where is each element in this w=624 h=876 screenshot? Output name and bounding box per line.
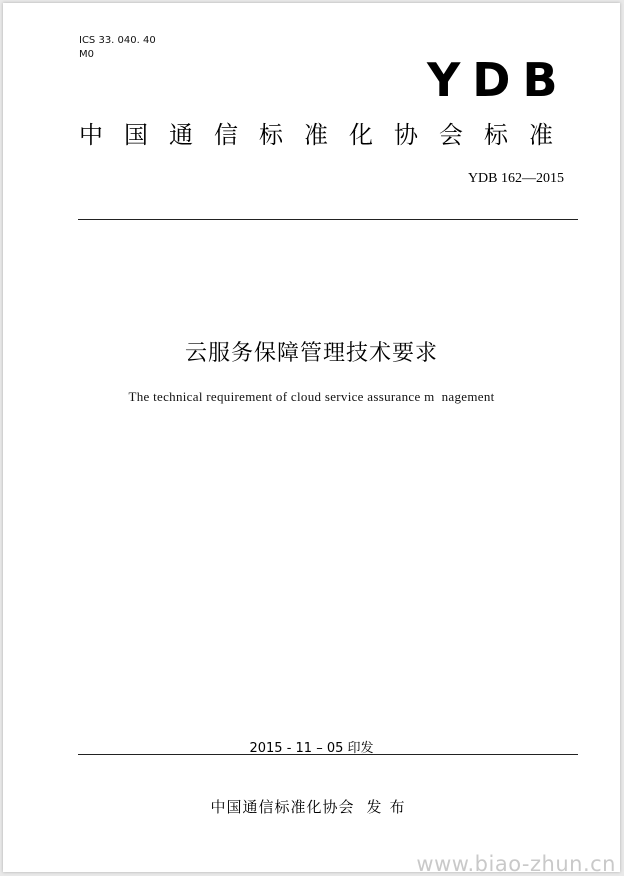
- publisher-name: 中国通信标准化协会: [210, 798, 355, 816]
- document-title-chinese: 云服务保障管理技术要求: [184, 341, 438, 366]
- category-code: M0: [79, 49, 94, 60]
- standard-number: YDB 162—2015: [467, 171, 564, 186]
- document-page: [3, 3, 620, 872]
- organization-title: 中国通信标准化协会标准: [79, 121, 574, 149]
- document-title-english: The technical requirement of cloud service assurance m nagement: [128, 389, 495, 404]
- publisher-line: [3, 796, 620, 817]
- brand-logo-text: YDB: [427, 53, 570, 107]
- ics-code: ICS 33. 040. 40: [79, 35, 156, 46]
- top-divider: [78, 219, 578, 220]
- site-watermark: www.biao-zhun.cn: [416, 852, 616, 876]
- bottom-divider: [78, 754, 578, 755]
- issue-date: 2015 - 11 – 05 印发: [249, 741, 374, 756]
- classification-block: [79, 34, 156, 62]
- publisher-verb: 发布: [366, 798, 413, 816]
